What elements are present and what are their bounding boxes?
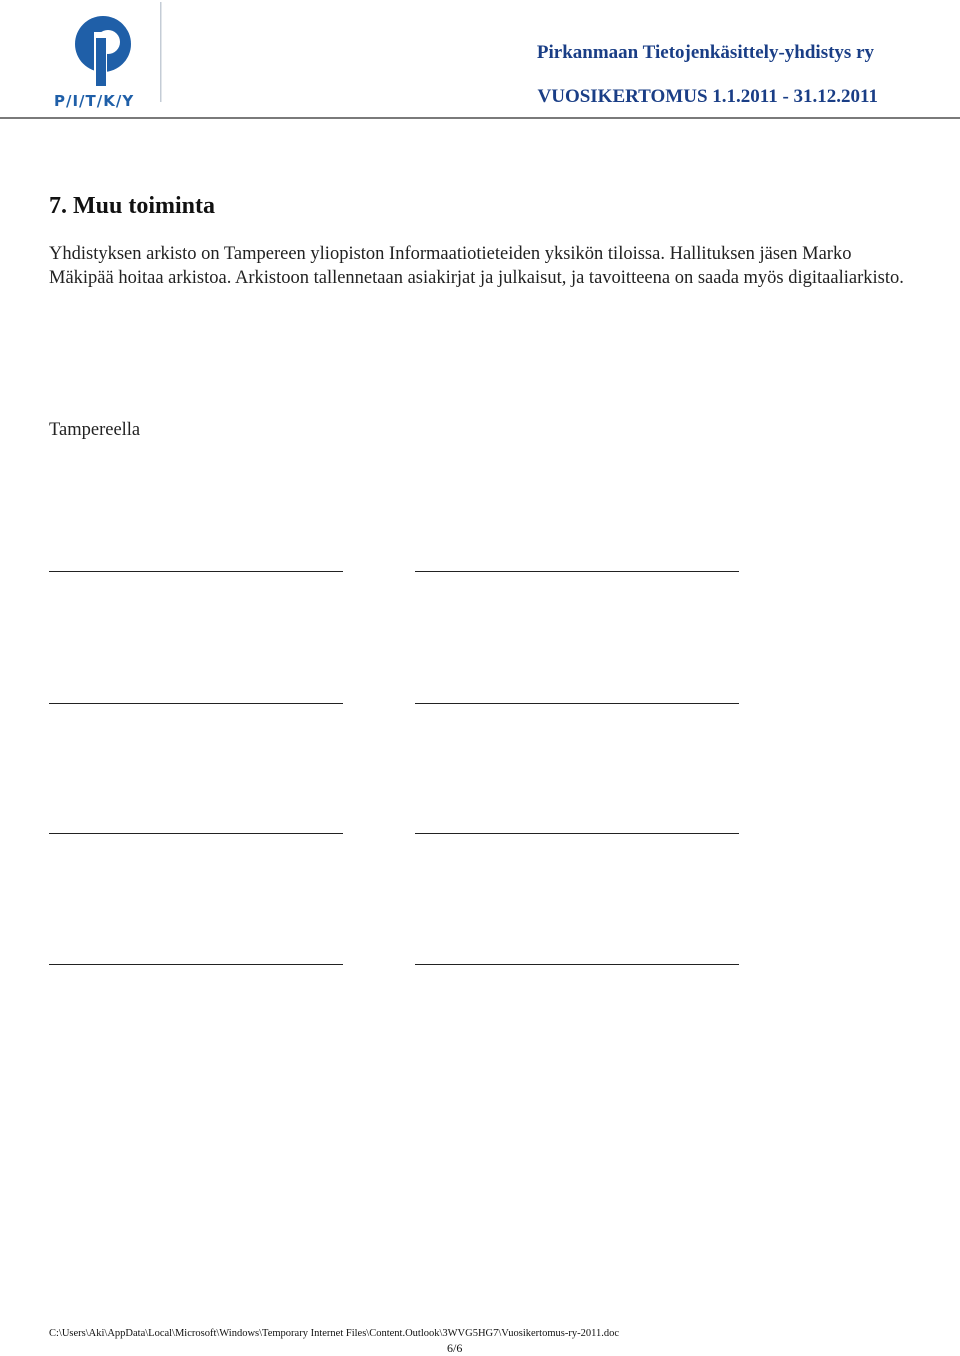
pitky-logo	[50, 2, 170, 110]
report-title: VUOSIKERTOMUS 1.1.2011 - 31.12.2011	[537, 86, 878, 107]
signature-line	[415, 571, 739, 572]
footer-file-path: C:\Users\Aki\AppData\Local\Microsoft\Windows\Temporary Internet Files\Content.Outlook\3WVG5HG7\Vuosikertomus-ry-2011.doc	[49, 1328, 619, 1339]
signature-line	[49, 703, 343, 704]
signature-line	[415, 964, 739, 965]
signature-line	[49, 571, 343, 572]
footer-page-number: 6/6	[447, 1341, 463, 1355]
organization-name: Pirkanmaan Tietojenkäsittely-yhdistys ry	[536, 42, 874, 63]
section-paragraph: Yhdistyksen arkisto on Tampereen yliopiston Informaatiotieteiden yksikön tiloissa. Hallituksen jäsen Marko Mäkipää hoitaa arkistoa. Arkistoon tallennetaan asiakirjat ja julkaisut, ja tavoitteena on saada myös digitaaliarkisto.	[49, 244, 904, 288]
logo-wordmark: P/I/T/K/Y	[54, 92, 135, 110]
header-rule	[0, 116, 960, 120]
pitky-logo-mark	[50, 2, 170, 110]
signature-line	[415, 703, 739, 704]
section-title: 7. Muu toiminta	[49, 193, 216, 219]
signature-line	[49, 833, 343, 834]
signature-line	[49, 964, 343, 965]
signature-place: Tampereella	[49, 420, 141, 440]
signature-line	[415, 833, 739, 834]
